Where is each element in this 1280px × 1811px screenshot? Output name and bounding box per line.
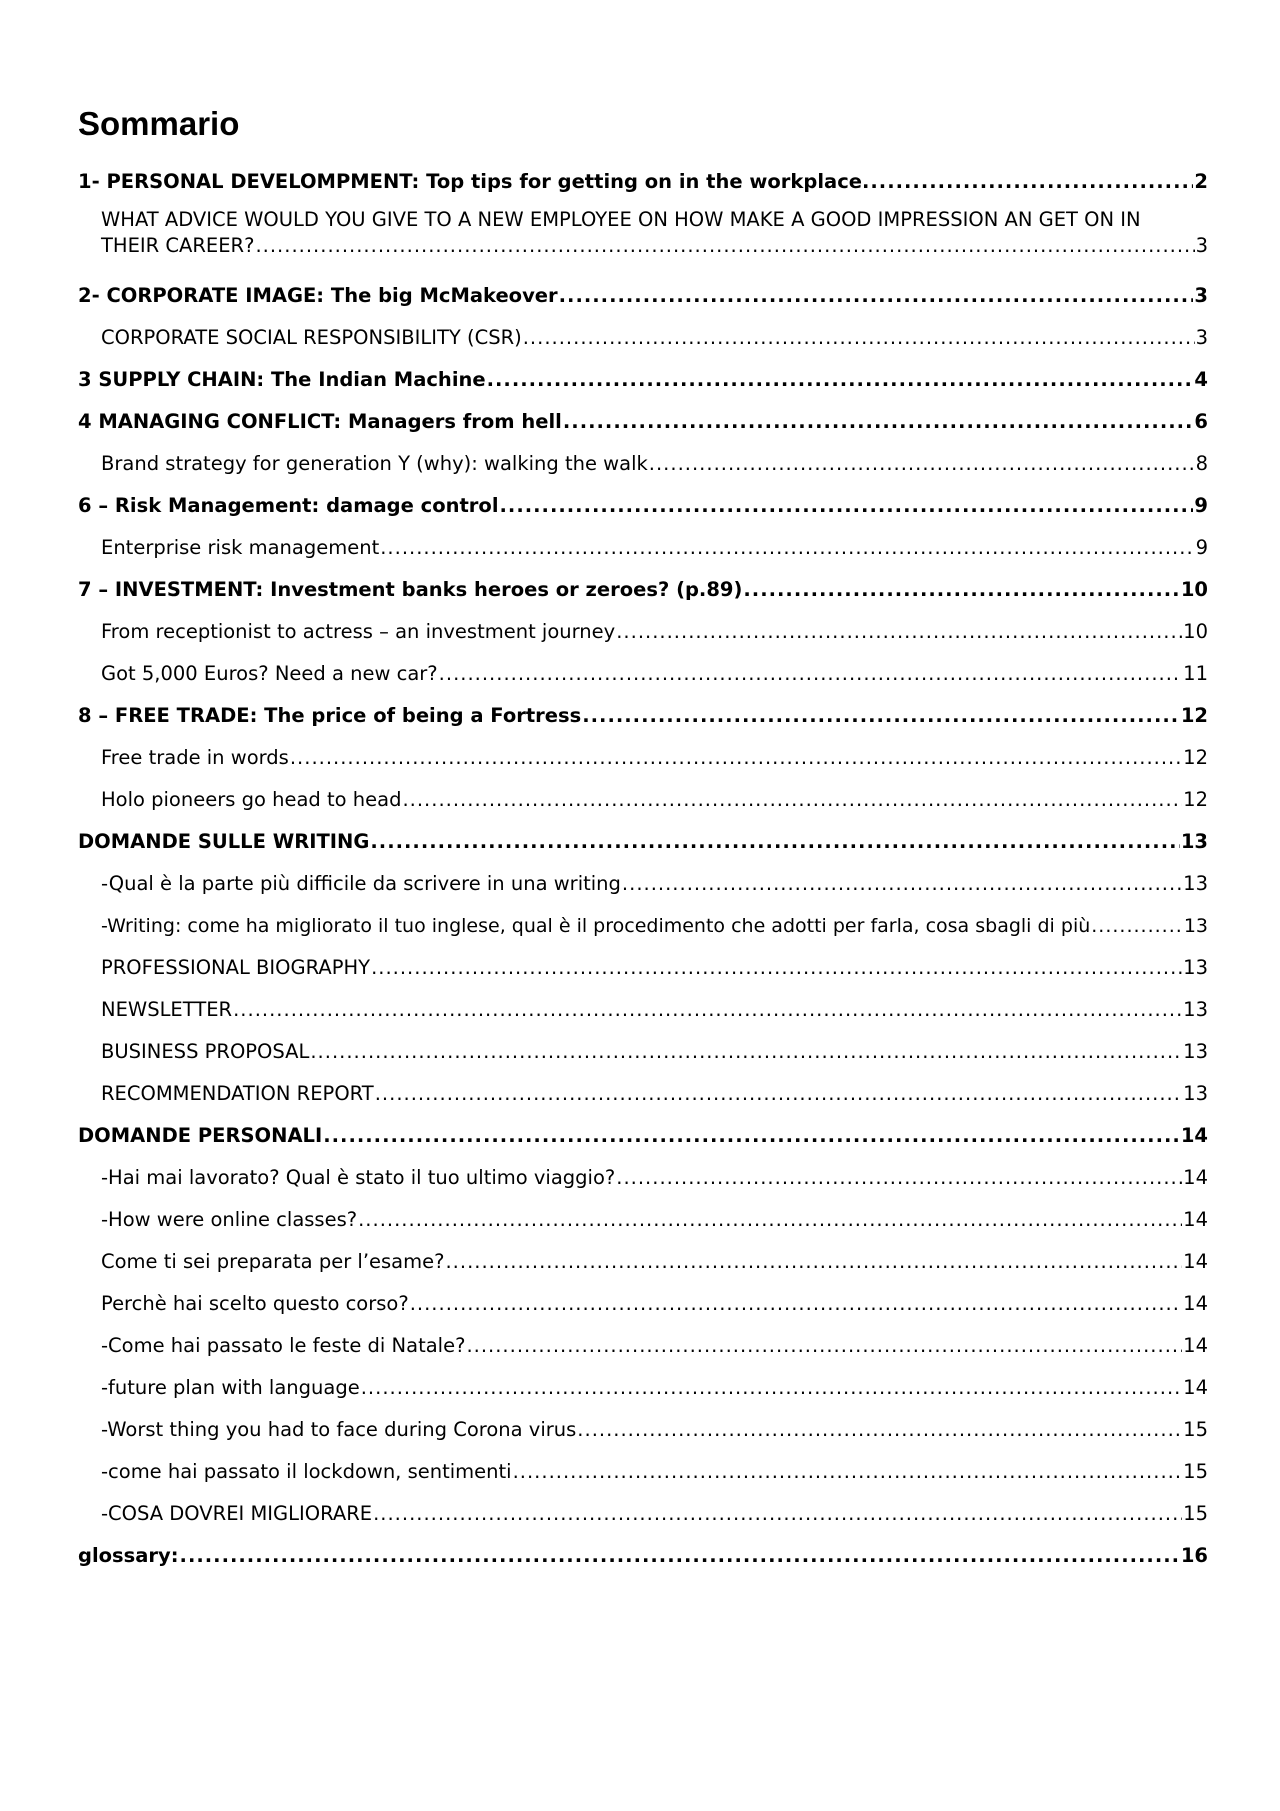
toc-leader-dots [582, 703, 1180, 729]
toc-entry[interactable] [78, 435, 1208, 477]
toc-entry[interactable] [78, 561, 1208, 603]
toc-entry-page: 15 [1183, 1460, 1208, 1483]
toc-entry-text: 2- CORPORATE IMAGE: The big McMakeover [78, 284, 558, 307]
toc-entry-page: 16 [1180, 1544, 1208, 1567]
toc-leader-dots [559, 283, 1194, 309]
toc-entry[interactable] [78, 1107, 1208, 1149]
toc-title: Sommario [78, 105, 240, 142]
toc-leader-dots [255, 233, 1194, 259]
toc-entry-page: 14 [1183, 1376, 1208, 1399]
toc-leader-dots [410, 1291, 1182, 1317]
toc-entry-page: 13 [1183, 872, 1208, 895]
toc-entry[interactable] [78, 267, 1208, 309]
toc-entry-text: -Hai mai lavorato? Qual è stato il tuo ultimo viaggio? [101, 1166, 616, 1189]
toc-entry-text: Free trade in words [101, 746, 289, 769]
toc-entry[interactable] [78, 855, 1208, 897]
toc-entry-page: 10 [1183, 620, 1208, 643]
toc-entry[interactable] [78, 981, 1208, 1023]
toc-leader-dots [371, 955, 1182, 981]
toc-entry-page: 13 [1183, 1082, 1208, 1105]
toc-entry-page: 8 [1195, 452, 1208, 475]
toc-entry-page: 3 [1194, 284, 1208, 307]
toc-entry[interactable] [78, 519, 1208, 561]
toc-entry-text: 7 – INVESTMENT: Investment banks heroes or zeroes? (p.89) [78, 578, 743, 601]
toc-leader-dots [743, 577, 1179, 603]
toc-entry[interactable] [78, 1233, 1208, 1275]
toc-entry-page: 13 [1183, 1040, 1208, 1063]
toc-entry-text: -Come hai passato le feste di Natale? [101, 1334, 466, 1357]
toc-leader-dots [563, 409, 1194, 435]
toc-entry-text: DOMANDE SULLE WRITING [78, 830, 370, 853]
toc-entry[interactable] [78, 897, 1208, 939]
toc-leader-dots [375, 1081, 1182, 1107]
toc-entry-text: 3 SUPPLY CHAIN: The Indian Machine [78, 368, 486, 391]
toc-entry[interactable] [78, 1191, 1208, 1233]
toc-entry-page: 6 [1194, 410, 1208, 433]
toc-entry-page: 14 [1183, 1292, 1208, 1315]
toc-leader-dots [649, 451, 1195, 477]
toc-leader-dots [180, 1543, 1180, 1569]
toc-entry-text: 4 MANAGING CONFLICT: Managers from hell [78, 410, 562, 433]
toc-entry[interactable] [78, 1317, 1208, 1359]
toc-entry-page: 11 [1183, 662, 1208, 685]
toc-leader-dots [870, 169, 1193, 195]
toc-leader-dots [616, 1165, 1182, 1191]
toc-entry[interactable] [78, 477, 1208, 519]
toc-leader-dots [577, 1417, 1182, 1443]
toc-entry[interactable] [78, 1065, 1208, 1107]
toc-entry-text: PROFESSIONAL BIOGRAPHY [101, 956, 371, 979]
toc-entry-page: 12 [1183, 788, 1208, 811]
toc-entry-text: 6 – Risk Management: damage control [78, 494, 499, 517]
toc-entry[interactable] [78, 813, 1208, 855]
toc-entry[interactable] [78, 1485, 1208, 1527]
toc-leader-dots [466, 1333, 1182, 1359]
toc-entry[interactable] [78, 1149, 1208, 1191]
toc-entry-page: 2 [1194, 170, 1208, 193]
toc-leader-dots [439, 661, 1183, 687]
table-of-contents [78, 153, 1208, 1569]
toc-entry-page: 15 [1183, 1502, 1208, 1525]
toc-leader-dots [233, 997, 1182, 1023]
toc-leader-dots [373, 1501, 1182, 1527]
toc-entry[interactable] [78, 1023, 1208, 1065]
toc-entry-text: Come ti sei preparata per l’esame? [101, 1250, 445, 1273]
toc-entry-page: 4 [1194, 368, 1208, 391]
toc-entry-text: DOMANDE PERSONALI [78, 1124, 323, 1147]
toc-entry[interactable] [78, 351, 1208, 393]
toc-entry-text: -come hai passato il lockdown, sentimenti [101, 1460, 512, 1483]
toc-entry-page: 14 [1183, 1166, 1208, 1189]
toc-leader-dots [290, 745, 1182, 771]
toc-entry-text: Holo pioneers go head to head [101, 788, 402, 811]
toc-leader-dots [500, 493, 1194, 519]
toc-entry[interactable] [78, 1359, 1208, 1401]
toc-entry-text: -How were online classes? [101, 1208, 358, 1231]
toc-entry-text-line1: WHAT ADVICE WOULD YOU GIVE TO A NEW EMPLOYEE ON HOW MAKE A GOOD IMPRESSION AN GET ON IN [101, 208, 1141, 231]
toc-entry-text: From receptionist to actress – an investment journey [101, 620, 616, 643]
toc-entry-page: 14 [1180, 1124, 1208, 1147]
toc-entry-text: Enterprise risk management [101, 536, 380, 559]
toc-leader-dots [310, 1039, 1182, 1065]
toc-entry-text: Brand strategy for generation Y (why): walking the walk [101, 452, 648, 475]
toc-entry-page: 9 [1195, 536, 1208, 559]
toc-entry-page: 14 [1183, 1208, 1208, 1231]
toc-entry-text: 1- PERSONAL DEVELOMPMENT: Top tips for getting on in the workplace. [78, 170, 870, 193]
toc-entry-text-line2: THEIR CAREER? [101, 234, 255, 257]
toc-entry[interactable] [78, 393, 1208, 435]
toc-entry-page: 10 [1180, 578, 1208, 601]
toc-leader-dots [380, 535, 1194, 561]
toc-entry-page: 13 [1183, 998, 1208, 1021]
toc-entry-text: RECOMMENDATION REPORT [101, 1082, 374, 1105]
toc-entry-page: 9 [1194, 494, 1208, 517]
toc-entry-page: 14 [1183, 1250, 1208, 1273]
toc-leader-dots [358, 1207, 1182, 1233]
toc-entry-text: -Qual è la parte più difficile da scrivere in una writing [101, 872, 621, 895]
toc-entry-text: NEWSLETTER [101, 998, 233, 1021]
toc-leader-dots [523, 325, 1195, 351]
toc-entry-page: 13 [1180, 830, 1208, 853]
toc-entry-page: 14 [1183, 1334, 1208, 1357]
toc-entry-page: 12 [1183, 746, 1208, 769]
toc-leader-dots [513, 1459, 1183, 1485]
toc-entry[interactable] [78, 153, 1208, 195]
toc-entry[interactable] [78, 687, 1208, 729]
toc-entry[interactable] [78, 1527, 1208, 1569]
toc-entry-text: -Writing: come ha migliorato il tuo inglese, qual è il procedimento che adotti per farla, cosa sbagli di più [101, 915, 1091, 937]
toc-entry[interactable] [78, 195, 1208, 267]
toc-leader-dots [402, 787, 1182, 813]
toc-leader-dots [487, 367, 1194, 393]
toc-entry[interactable] [78, 771, 1208, 813]
toc-entry-page: 13 [1183, 915, 1208, 937]
toc-entry-text: Got 5,000 Euros? Need a new car? [101, 662, 438, 685]
toc-entry[interactable] [78, 1401, 1208, 1443]
toc-entry-page: 13 [1183, 956, 1208, 979]
toc-entry-text: -future plan with language [101, 1376, 360, 1399]
toc-entry-text: BUSINESS PROPOSAL [101, 1040, 310, 1063]
toc-entry[interactable] [78, 1275, 1208, 1317]
toc-entry[interactable] [78, 729, 1208, 771]
toc-entry-text: -Worst thing you had to face during Corona virus [101, 1418, 577, 1441]
toc-entry-page: 15 [1183, 1418, 1208, 1441]
toc-entry[interactable] [78, 645, 1208, 687]
toc-entry[interactable] [78, 1443, 1208, 1485]
toc-entry-page: 12 [1180, 704, 1208, 727]
toc-leader-dots [323, 1123, 1180, 1149]
toc-entry-page: 3 [1195, 326, 1208, 349]
toc-leader-dots [370, 829, 1179, 855]
toc-leader-dots [622, 871, 1182, 897]
toc-entry[interactable] [78, 603, 1208, 645]
toc-leader-dots [361, 1375, 1182, 1401]
toc-leader-dots [445, 1249, 1182, 1275]
toc-entry-page: 3 [1195, 234, 1208, 257]
toc-entry[interactable] [78, 309, 1208, 351]
toc-entry-text: Perchè hai scelto questo corso? [101, 1292, 409, 1315]
toc-entry-text: -COSA DOVREI MIGLIORARE [101, 1502, 373, 1525]
toc-entry[interactable] [78, 939, 1208, 981]
toc-entry-text: CORPORATE SOCIAL RESPONSIBILITY (CSR) [101, 326, 522, 349]
toc-entry-text: glossary: [78, 1544, 179, 1567]
toc-leader-dots [1091, 913, 1183, 939]
toc-leader-dots [616, 619, 1182, 645]
toc-entry-text: 8 – FREE TRADE: The price of being a Fortress [78, 704, 582, 727]
